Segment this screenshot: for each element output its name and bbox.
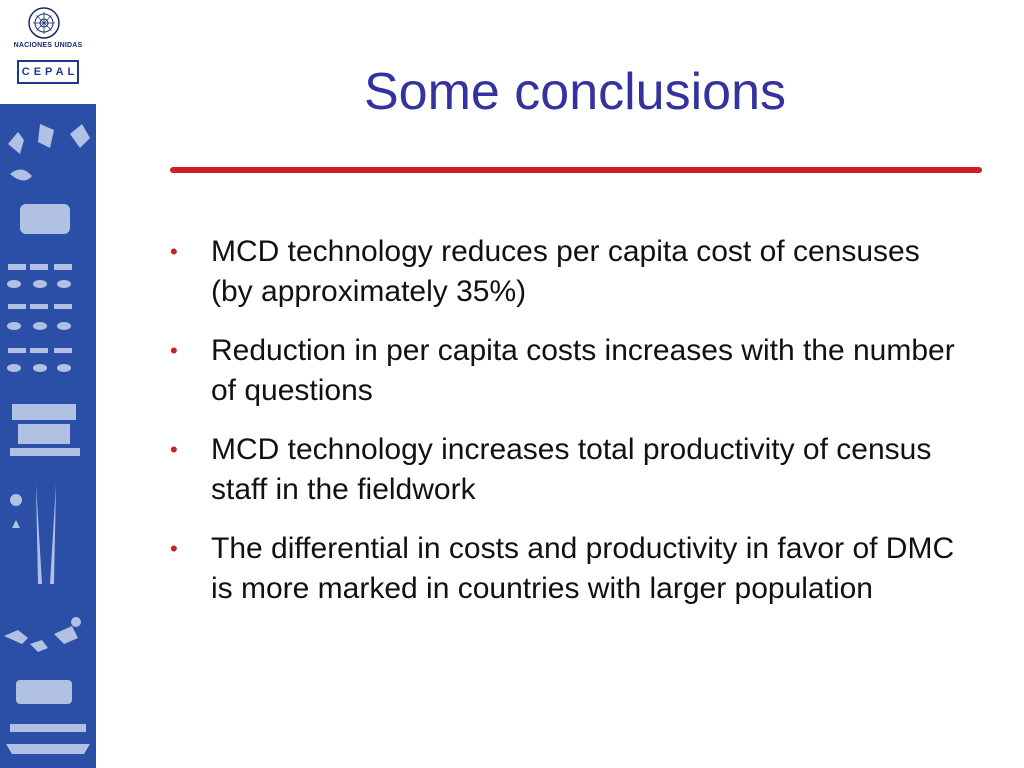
petroglyph-pattern bbox=[0, 104, 96, 768]
bullet-marker: • bbox=[170, 536, 178, 561]
cepal-logo-text: CEPAL bbox=[21, 66, 79, 78]
left-decorative-panel bbox=[0, 0, 96, 768]
title-underline-rule bbox=[170, 167, 982, 173]
cepal-logo bbox=[17, 60, 79, 84]
list-item bbox=[168, 232, 958, 312]
list-item-text: The differential in costs and productivity in favor of DMC is more marked in countries with larger population bbox=[211, 532, 955, 605]
list-item bbox=[168, 529, 958, 609]
un-emblem-icon bbox=[27, 6, 61, 40]
list-item-text: MCD technology reduces per capita cost of censuses (by approximately 35%) bbox=[211, 235, 920, 308]
bullet-marker: • bbox=[170, 437, 178, 462]
list-item bbox=[168, 430, 958, 510]
un-caption: NACIONES UNIDAS bbox=[13, 42, 83, 49]
slide-title: Some conclusions bbox=[364, 63, 786, 121]
list-item-text: Reduction in per capita costs increases with the number of questions bbox=[211, 334, 955, 407]
logo-area bbox=[0, 0, 96, 104]
list-item-text: MCD technology increases total productivity of census staff in the fieldwork bbox=[211, 433, 932, 506]
list-item bbox=[168, 331, 958, 411]
bullet-marker: • bbox=[170, 338, 178, 363]
conclusion-list bbox=[168, 232, 958, 628]
bullet-marker: • bbox=[170, 239, 178, 264]
